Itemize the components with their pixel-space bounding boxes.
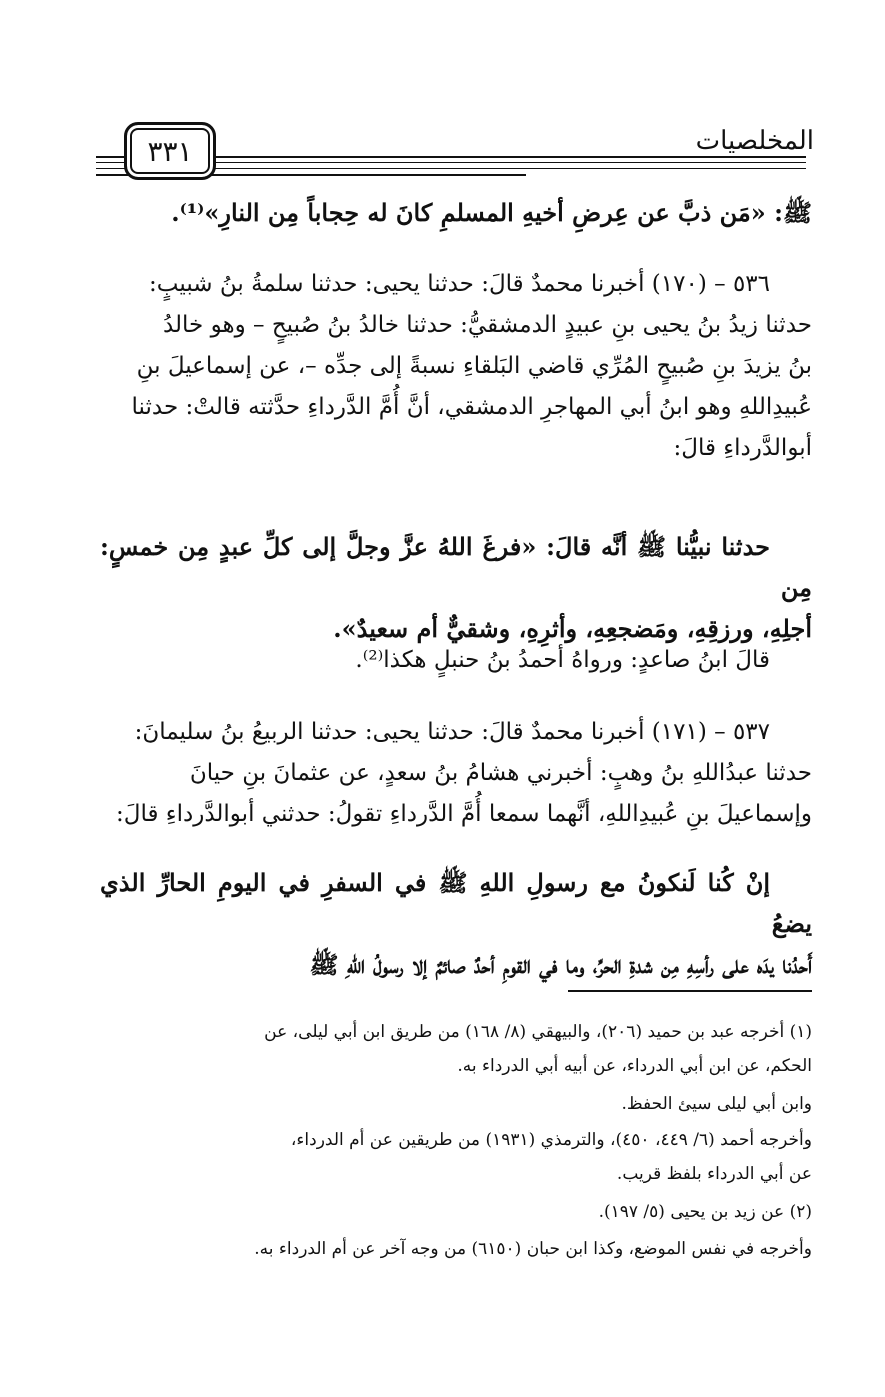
footnote-line: عن أبي الدرداء بلفظ قريب. xyxy=(616,1164,812,1184)
page-number: ٣٣١ xyxy=(147,134,193,168)
paragraph-536 xyxy=(100,264,812,469)
isnad-line: بنُ يزيدَ بنِ صُبيحٍ المُرِّي قاضي البَلقاءِ نسبةً إلى جدِّه –، عن إسماعيلَ بنِ xyxy=(136,353,812,379)
isnad-line: ٥٣٧ – (١٧١) أخبرنا محمدٌ قالَ: حدثنا يحيى: حدثنا الربيعُ بنُ سليمانَ: xyxy=(134,719,770,745)
main-text xyxy=(100,192,812,233)
page-header xyxy=(96,122,814,184)
isnad-line: ٥٣٦ – (١٧٠) أخبرنا محمدٌ قالَ: حدثنا يحيى: حدثنا سلمةُ بنُ شبيبٍ: xyxy=(149,271,770,297)
isnad-line: وإسماعيلَ بنِ عُبيدِاللهِ، أنَّهما سمعا أُمَّ الدَّرداءِ تقولُ: حدثني أبوالدَّرداءِ قالَ: xyxy=(116,801,812,827)
hadith-continuation: ﷺ: «مَن ذبَّ عن عِرضِ أخيهِ المسلمِ كانَ له حِجاباً مِن النارِ»⁽¹⁾. xyxy=(171,198,812,227)
hadith-line: إنْ كُنا لَنكونُ مع رسولِ اللهِ ﷺ في السفرِ في اليومِ الحارِّ الذي يضعُ xyxy=(100,868,812,938)
footnote-line: وأخرجه في نفس الموضع، وكذا ابن حبان (٦١٥٠) من وجه آخر عن أم الدرداء به. xyxy=(254,1239,812,1259)
hadith-line: حدثنا نبيُّنا ﷺ أنَّه قالَ: «فرغَ اللهُ عزَّ وجلَّ إلى كلِّ عبدٍ مِن خمسٍ: مِن xyxy=(100,532,812,602)
hadith-line: أَحدُنا يدَه على رأسِهِ مِن شدةِ الحرِّ، وما في القومِ أحدٌ صائمٌ إلا رسولُ اللهِ ﷺ xyxy=(309,950,812,979)
footnote-line: (٢) عن زيد بن يحيى (٥/ ١٩٧). xyxy=(598,1202,812,1222)
isnad-line: حدثنا زيدُ بنُ يحيى بنِ عبيدٍ الدمشقيُّ: حدثنا خالدُ بنُ صُبيحٍ – وهو خالدُ xyxy=(162,312,812,338)
footnote-line: الحكم، عن ابن أبي الدرداء، عن أبيه أبي الدرداء به. xyxy=(457,1056,812,1076)
footnote-line: وابن أبي ليلى سيئ الحفظ. xyxy=(621,1094,812,1114)
isnad-line: عُبيدِاللهِ وهو ابنُ أبي المهاجرِ الدمشقي، أنَّ أُمَّ الدَّرداءِ حدَّثته قالتْ: حدثنا xyxy=(131,394,812,420)
footnote-separator xyxy=(568,990,812,992)
isnad-line: حدثنا عبدُاللهِ بنُ وهبٍ: أخبرني هشامُ بنُ سعدٍ، عن عثمانَ بنِ حيانَ xyxy=(189,760,812,786)
page-number-box xyxy=(124,122,216,180)
footnote-line: (١) أخرجه عبد بن حميد (٢٠٦)، والبيهقي (٨/ ١٦٨) من طريق ابن أبي ليلى، عن xyxy=(264,1022,812,1042)
note-line: قالَ ابنُ صاعدٍ: ورواهُ أحمدُ بنُ حنبلٍ هكذا⁽²⁾. xyxy=(355,647,770,673)
note-536 xyxy=(100,640,812,681)
book-title: المخلصيات xyxy=(695,126,814,156)
footnote-line: وأخرجه أحمد (٦/ ٤٤٩، ٤٥٠)، والترمذي (١٩٣١) من طريقين عن أم الدرداء، xyxy=(290,1130,812,1150)
hadith-536 xyxy=(100,526,812,649)
isnad-line: أبوالدَّرداءِ قالَ: xyxy=(673,435,812,461)
hadith-537 xyxy=(100,862,812,985)
hadith-line: أجلِهِ، ورزقِهِ، ومَضجعِهِ، وأثرِهِ، وشقيٌّ أم سعيدٌ». xyxy=(333,614,812,643)
paragraph-537 xyxy=(100,712,812,835)
